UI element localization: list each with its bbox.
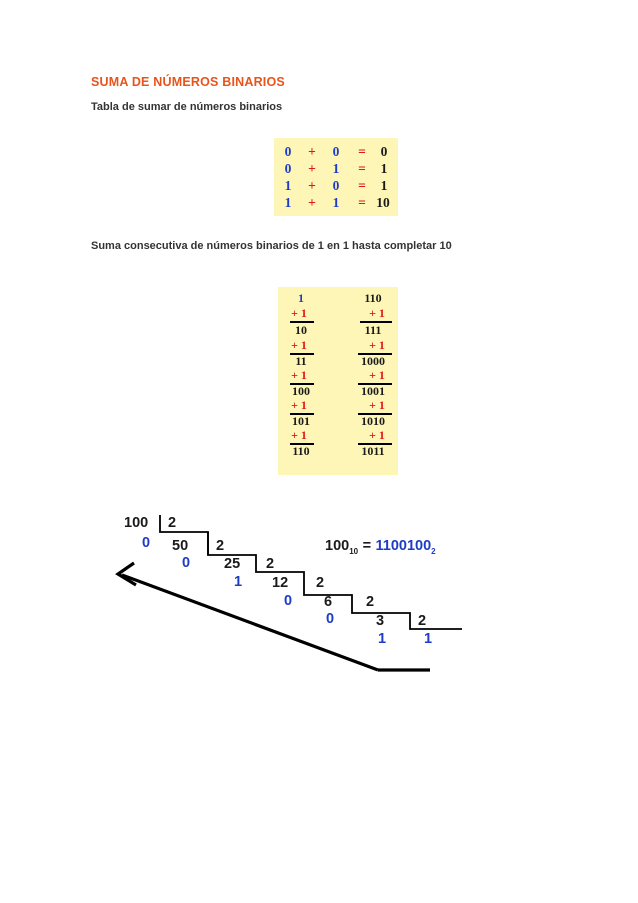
remainder: 1 (378, 631, 387, 647)
divisor: 2 (168, 515, 177, 531)
sum-result: 1 (380, 178, 388, 193)
binary-value: 111 (364, 323, 382, 337)
sum-result: 0 (380, 144, 388, 159)
operand-b: 1 (332, 195, 340, 210)
operand-b: 0 (332, 144, 340, 159)
remainder: 0 (142, 535, 151, 551)
operand-b: 1 (332, 161, 340, 176)
divisor: 2 (216, 538, 225, 554)
plus-one-label: + 1 (291, 306, 307, 320)
dividend: 6 (324, 594, 333, 610)
divisor: 2 (418, 613, 427, 629)
equals-sign: = (358, 195, 366, 210)
remainder: 0 (326, 611, 335, 627)
conversion-equation (325, 537, 436, 555)
operand-a: 0 (284, 161, 292, 176)
plus-sign: + (308, 178, 316, 193)
remainder: 0 (284, 593, 293, 609)
equation-base-subscript: 10 (349, 547, 359, 556)
dividend: 100 (124, 515, 149, 531)
addition-table (274, 138, 398, 216)
consecutive-sum-panel (278, 287, 398, 475)
binary-value: 11 (295, 354, 307, 368)
plus-one-label: + 1 (291, 398, 307, 412)
arrow-shaft (122, 575, 378, 670)
division-bracket (160, 515, 462, 629)
binary-value: 1011 (361, 444, 385, 458)
divisor: 2 (366, 594, 375, 610)
sum-result: 10 (376, 195, 390, 210)
plus-one-label: + 1 (369, 398, 385, 412)
remainder: 0 (182, 555, 191, 571)
binary-value: 1010 (361, 414, 385, 428)
plus-one-label: + 1 (291, 428, 307, 442)
binary-value: 101 (292, 414, 310, 428)
divisor: 2 (266, 556, 275, 572)
equals-sign: = (358, 161, 366, 176)
arrow-head-icon (118, 563, 136, 585)
binary-value: 1000 (361, 354, 385, 368)
plus-one-label: + 1 (369, 338, 385, 352)
equation-result-subscript: 2 (431, 547, 436, 556)
plus-one-label: + 1 (291, 338, 307, 352)
sum-result: 1 (380, 161, 388, 176)
binary-value: 110 (292, 444, 310, 458)
equation-base: 100 (325, 538, 350, 554)
dividend: 50 (172, 538, 189, 554)
equals-sign: = (358, 144, 366, 159)
plus-sign: + (308, 144, 316, 159)
binary-value: 100 (292, 384, 310, 398)
dividend: 25 (224, 556, 241, 572)
operand-b: 0 (332, 178, 340, 193)
plus-one-label: + 1 (369, 428, 385, 442)
dividend: 3 (376, 613, 385, 629)
equation-equals: = (362, 538, 372, 554)
plus-one-label: + 1 (291, 368, 307, 382)
operand-a: 1 (284, 195, 292, 210)
plus-sign: + (308, 161, 316, 176)
remainder: 1 (424, 631, 433, 647)
intro-paragraph: Tabla de sumar de números binarios (91, 101, 283, 113)
binary-value: 1 (298, 291, 304, 305)
binary-value: 1001 (361, 384, 385, 398)
binary-value: 110 (364, 291, 382, 305)
binary-value: 10 (295, 323, 307, 337)
operand-a: 0 (284, 144, 292, 159)
equals-sign: = (358, 178, 366, 193)
equation-result: 1100100 (375, 538, 432, 554)
plus-one-label: + 1 (369, 306, 385, 320)
remainder: 1 (234, 574, 243, 590)
operand-a: 1 (284, 178, 292, 193)
dividend: 12 (272, 575, 289, 591)
page-title: SUMA DE NÚMEROS BINARIOS (91, 75, 285, 89)
consecutive-paragraph: Suma consecutiva de números binarios de 1 en 1 hasta completar 10 (91, 240, 452, 252)
plus-one-label: + 1 (369, 368, 385, 382)
divisor: 2 (316, 575, 325, 591)
plus-sign: + (308, 195, 316, 210)
